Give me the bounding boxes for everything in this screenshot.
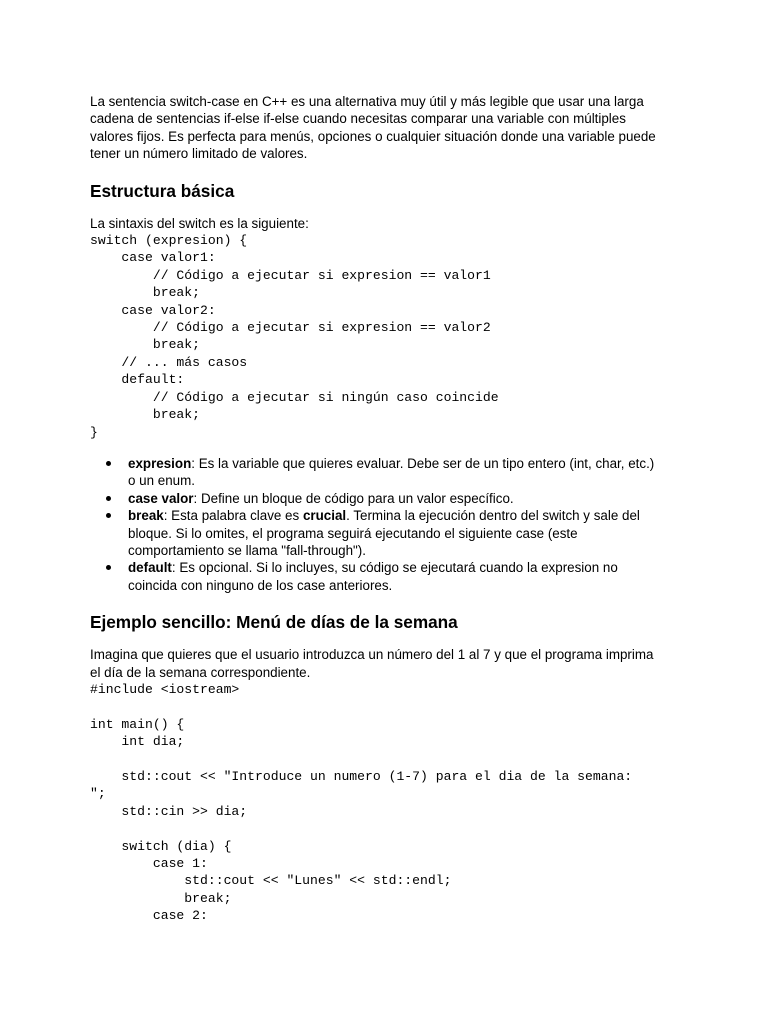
bullet-dot-icon <box>106 513 111 518</box>
example-lead-text: Imagina que quieres que el usuario introduzca un número del 1 al 7 y que el programa imprima el día de la semana correspondiente. <box>90 647 654 680</box>
bullet-dot-icon <box>106 461 111 466</box>
bullet-term: expresion <box>128 455 192 471</box>
bullet-text-pre: : Esta palabra clave es <box>163 508 303 524</box>
bullet-item-expresion <box>90 455 690 490</box>
bullet-term: default <box>128 560 172 576</box>
bullet-text: : Es la variable que quieres evaluar. Debe ser de un tipo entero (int, char, etc.) o un enum. <box>128 455 655 489</box>
section-heading-estructura: Estructura básica <box>90 180 235 201</box>
bullet-dot-icon <box>106 565 111 570</box>
bullet-text: : Es opcional. Si lo incluyes, su código se ejecutará cuando la expresion no coincida con ninguno de los case anteriores. <box>128 560 618 593</box>
intro-paragraph: La sentencia switch-case en C++ es una alternativa muy útil y más legible que usar una larga cadena de sentencias if-else if-else cuando necesitas comparar una variable con múltiples valores fijos. Es perfecta para menús, opciones o cualquier situación donde una variable puede tener un número limitado de valores. <box>90 94 656 162</box>
syntax-bullet-list <box>90 455 690 594</box>
section-heading-ejemplo: Ejemplo sencillo: Menú de días de la semana <box>90 612 458 633</box>
switch-syntax-code-block: switch (expresion) { case valor1: // Código a ejecutar si expresion == valor1 break; case valor2: // Código a ejecutar si expresion == valor2 break; // ... más casos default: // Código a ejecutar si ningún caso coincide break; } <box>90 233 499 440</box>
bullet-text: . Termina la ejecución dentro del switch y sale del bloque. Si lo omites, el programa seguirá ejecutando el siguiente case (este comportamiento se llama "fall-through"). <box>128 508 640 558</box>
document-page <box>90 93 690 925</box>
bullet-term: case valor <box>128 490 194 506</box>
bullet-item-break <box>90 507 690 559</box>
syntax-lead-text: La sintaxis del switch es la siguiente: <box>90 215 309 231</box>
example-code-block: #include <iostream> int main() { int dia; std::cout << "Introduce un numero (1-7) para el dia de la semana: "; std::cin >> dia; switch (dia) { case 1: std::cout << "Lunes" << std::endl; break; case 2: <box>90 681 633 924</box>
bullet-strong-word: crucial <box>302 508 347 524</box>
bullet-text: : Define un bloque de código para un valor específico. <box>193 490 514 506</box>
bullet-term: break <box>128 508 164 524</box>
bullet-item-default <box>90 559 690 594</box>
bullet-dot-icon <box>106 496 111 501</box>
bullet-item-case-valor <box>90 490 690 507</box>
